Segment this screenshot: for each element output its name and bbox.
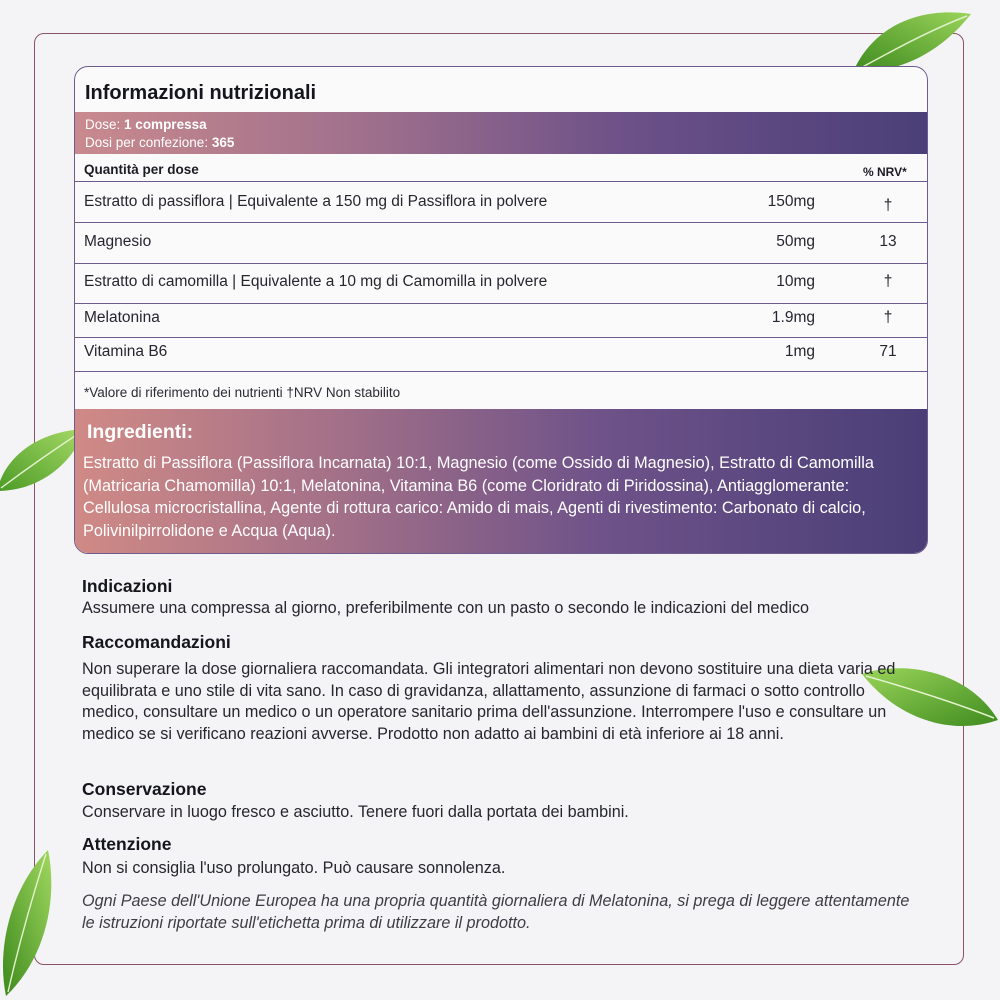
attenzione-title: Attenzione xyxy=(82,834,172,854)
row-nrv: † xyxy=(883,309,893,326)
dose-line xyxy=(85,116,917,134)
dose-label: Dose: xyxy=(85,117,121,132)
dose-value: 1 compressa xyxy=(124,117,207,132)
conservazione-text: Conservare in luogo fresco e asciutto. Tenere fuori dalla portata dei bambini. xyxy=(82,803,629,821)
header-quantity: Quantità per dose xyxy=(84,162,199,177)
doses-per-pack-value: 365 xyxy=(211,135,235,150)
ingredients-band xyxy=(75,409,927,554)
row-amount: 50mg xyxy=(776,233,815,250)
row-name: Melatonina xyxy=(84,309,160,326)
leaf-icon xyxy=(0,848,58,998)
raccomandazioni-title: Raccomandazioni xyxy=(82,632,231,652)
row-name: Estratto di camomilla | Equivalente a 10 mg di Camomilla in polvere xyxy=(84,273,548,290)
row-nrv: 13 xyxy=(879,233,897,250)
nutrition-table-header xyxy=(75,157,927,182)
indicazioni-title: Indicazioni xyxy=(82,576,173,596)
row-amount: 1.9mg xyxy=(771,309,815,326)
row-name: Estratto di passiflora | Equivalente a 150 mg di Passiflora in polvere xyxy=(84,193,548,210)
row-amount: 150mg xyxy=(767,193,815,210)
header-nrv: % NRV* xyxy=(863,165,907,179)
ingredients-title: Ingredienti: xyxy=(87,421,194,443)
table-row xyxy=(75,264,927,304)
row-nrv: 71 xyxy=(879,343,897,360)
nutrition-title: Informazioni nutrizionali xyxy=(85,82,317,104)
table-row xyxy=(75,223,927,264)
row-name: Magnesio xyxy=(84,233,152,250)
table-row xyxy=(75,182,927,223)
nrv-footnote: *Valore di riferimento dei nutrienti †NRV Non stabilito xyxy=(84,385,401,400)
dose-info-band xyxy=(75,112,927,154)
table-row xyxy=(75,338,927,372)
melatonin-note: Ogni Paese dell'Unione Europea ha una propria quantità giornaliera di Melatonina, si prega di leggere attentamente le istruzioni riportate sull'etichetta prima di utilizzare il prodotto. xyxy=(82,892,910,932)
doses-per-pack-label: Dosi per confezione: xyxy=(85,135,209,150)
raccomandazioni-text: Non superare la dose giornaliera raccomandata. Gli integratori alimentari non devono sostituire una dieta varia ed equilibrata e uno stile di vita sano. In caso di gravidanza, allattamento, assunzione di farmaci o sotto controllo medico, consultare un medico o un operatore sanitario prima dell'assunzione. Interrompere l'uso e consultare un medico se si verificano reazioni avverse. Prodotto non adatto ai bambini di età inferiore ai 18 anni. xyxy=(82,660,896,743)
row-amount: 1mg xyxy=(784,343,815,360)
ingredients-text: Estratto di Passiflora (Passiflora Incarnata) 10:1, Magnesio (come Ossido di Magnesio), Estratto di Camomilla (Matricaria Chamomilla) 10:1, Melatonina, Vitamina B6 (come Cloridrato di Piridossina), Antiagglomerante: Cellulosa microcristallina, Agente di rottura carico: Amido di mais, Agenti di rivestimento: Carbonato di calcio, Polivinilpirrolidone e Acqua (Aqua). xyxy=(83,454,874,540)
row-name: Vitamina B6 xyxy=(84,343,168,360)
conservazione-title: Conservazione xyxy=(82,779,207,799)
row-amount: 10mg xyxy=(776,273,815,290)
row-nrv: † xyxy=(883,273,893,290)
table-row xyxy=(75,304,927,338)
attenzione-text: Non si consiglia l'uso prolungato. Può causare sonnolenza. xyxy=(82,859,506,877)
indicazioni-text: Assumere una compressa al giorno, preferibilmente con un pasto o secondo le indicazioni del medico xyxy=(82,599,810,617)
row-nrv: † xyxy=(883,197,893,214)
doses-per-pack-line xyxy=(85,134,917,152)
nutrition-facts-card xyxy=(74,66,928,554)
